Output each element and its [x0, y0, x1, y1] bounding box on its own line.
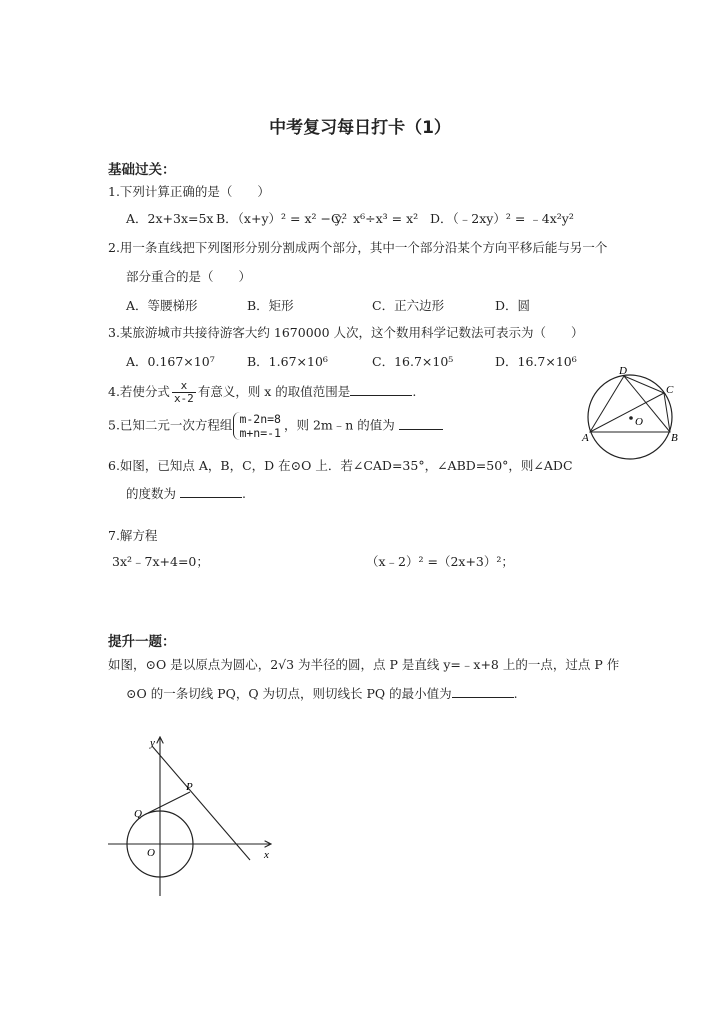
q4-answer-blank[interactable] [350, 383, 412, 396]
q5-prefix: 5.已知二元一次方程组 [108, 417, 233, 433]
center-point [629, 416, 633, 420]
page-title: 中考复习每日打卡（1） [269, 118, 451, 138]
q2-stem: 2.用一条直线把下列图形分别分割成两个部分，其中一个部分沿某个方向平移后能与另一个 [108, 240, 608, 255]
label-q: Q [134, 808, 142, 820]
q2-stem-continued: 部分重合的是（ ） [126, 269, 252, 284]
line-y-neg-x-plus-8 [152, 746, 250, 860]
label-a: A [582, 432, 589, 444]
q4-suffix: 有意义，则 x 的取值范围是 [197, 384, 351, 399]
q6-line2 [126, 484, 246, 502]
label-origin: O [147, 847, 155, 859]
q6-end: . [242, 486, 246, 501]
q2-option-a: A．等腰梯形 [126, 298, 198, 313]
q4-end: . [412, 384, 417, 399]
label-c: C [666, 384, 674, 396]
q5-answer-blank[interactable] [399, 417, 443, 430]
q7-equation-2: （x﹣2）² =（2x+3）²； [366, 554, 514, 569]
q1-stem: 1.下列计算正确的是（ ） [108, 184, 270, 199]
q7-stem: 7.解方程 [108, 528, 158, 543]
q1-option-a: A．2x+3x=5x [126, 211, 214, 226]
q6-stem: 6.如图，已知点 A，B，C，D 在⊙O 上．若∠CAD=35°，∠ABD=50°，则∠ADC [108, 458, 573, 473]
label-p: P [186, 781, 193, 793]
q2-option-b: B．矩形 [247, 298, 294, 313]
label-x: x [264, 849, 269, 861]
chord-ac [590, 393, 664, 432]
q5-suffix: ，则 2m﹣n 的值为 [283, 417, 395, 433]
q5-line [108, 412, 443, 440]
q3-option-b: B．1.67×10⁶ [247, 354, 328, 369]
q3-option-c: C．16.7×10⁵ [372, 354, 454, 369]
q5-equation-2: m+n=-1 [239, 426, 281, 440]
q3-option-a: A．0.167×10⁷ [126, 354, 215, 369]
coordinate-figure [104, 730, 284, 900]
q4-line [108, 380, 416, 405]
q7-equation-1: 3x²﹣7x+4=0； [112, 554, 209, 569]
circle-figure [578, 362, 688, 462]
q3-option-d: D．16.7×10⁶ [495, 354, 577, 369]
q1-option-b: B．（x+y）² = x² − y² [216, 211, 348, 226]
adv-line1: 如图，⊙O 是以原点为圆心，2√3 为半径的圆，点 P 是直线 y=﹣x+8 上的一点，过点 P 作 [108, 657, 620, 672]
chord-bd [624, 376, 670, 432]
adv-line2 [126, 684, 518, 702]
q1-option-d: D．（﹣2xy）² = ﹣4x²y² [430, 211, 574, 226]
adv-line2-text: ⊙O 的一条切线 PQ，Q 为切点，则切线长 PQ 的最小值为 [126, 686, 452, 701]
label-d: D [619, 365, 627, 377]
tangent-pq [148, 792, 190, 813]
quadrilateral-abcd [590, 376, 670, 432]
q2-option-c: C．正六边形 [372, 298, 445, 313]
adv-answer-blank[interactable] [452, 685, 514, 698]
q4-fraction-denominator: x-2 [173, 392, 194, 405]
q4-prefix: 4.若使分式 [108, 384, 170, 399]
q6-stem-continued: 的度数为 [126, 486, 177, 501]
q4-fraction-numerator: x [172, 380, 196, 393]
q4-fraction [172, 380, 196, 405]
q5-equation-1: m-2n=8 [239, 412, 281, 426]
q6-answer-blank[interactable] [180, 485, 242, 498]
label-y: y [150, 737, 155, 749]
label-o: O [635, 416, 643, 428]
adv-end: . [513, 686, 518, 701]
label-b: B [671, 432, 678, 444]
section-basic-heading: 基础过关： [108, 162, 176, 178]
q3-stem: 3.某旅游城市共接待游客大约 1670000 人次，这个数用科学记数法可表示为（ ） [108, 325, 584, 340]
q2-option-d: D．圆 [495, 298, 531, 313]
section-advanced-heading: 提升一题： [108, 634, 176, 650]
q1-option-c: C．x⁶÷x³ = x² [331, 211, 419, 226]
q5-equation-system [233, 412, 283, 440]
